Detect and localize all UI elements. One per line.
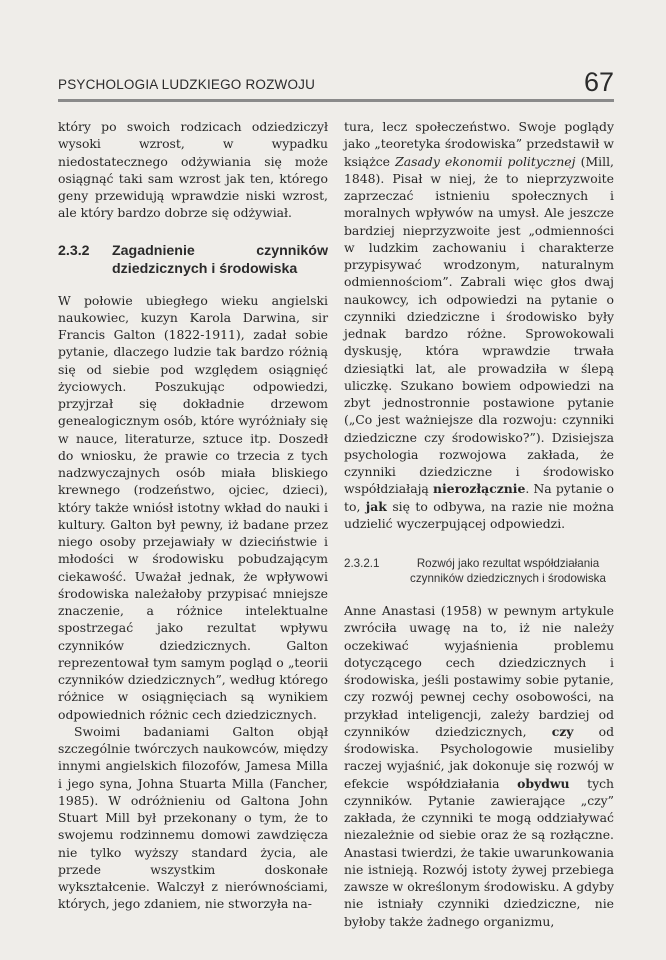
paragraph [344, 118, 614, 532]
section-heading [58, 242, 328, 278]
emphasis: czy [551, 723, 574, 739]
text-run: Anne Anastasi (1958) w pewnym artykule zwróciła uwagę na to, iż nie należy oczekiwać wyjaśnienia problemu dotyczącego cech dziedzicznych i środowiska, jeśli postawimy sobie pytanie, czy rozwój pewnej cechy osobowości, na przykład inteligencji, zależy bardziej od czynników dziedzicznych, [344, 603, 614, 739]
text-run: . Na pytanie o to, [344, 481, 614, 514]
page-header [58, 68, 614, 98]
left-column [58, 118, 328, 913]
text-run: się to odbywa, na razie nie można udzielić wyczerpującej odpowiedzi. [344, 498, 614, 531]
emphasis: nierozłącznie [432, 481, 526, 497]
emphasis: jak [365, 498, 387, 514]
emphasis: obydwu [517, 775, 570, 791]
right-column [344, 118, 614, 930]
text-run: (Mill, 1848). Pisał w niej, że to nieprzyzwoite zaprzeczać istnieniu społecznych i moralnych wpływów na umysł. Ale jeszcze bardziej nieprzyzwoite jest „odmienności w ludzkim zachowaniu i charakterze przypisywać wrodzonym, naturalnym odmiennościom”. Zabrali więc głos dwaj naukowcy, ich odpowiedzi na pytanie o czynniki dziedziczne i środowisko były jednak bardzo różne. Sprowokowali dyskusję, która wprawdzie trwała dziesiątki lat, ale prowadziła w ślepą uliczkę. Szukano bowiem odpowiedzi na zbyt jednostronnie postawione pytanie („Co jest ważniejsze dla rozwoju: czynniki dziedziczne czy środowisko?”). Dzisiejsza psychologia rozwojowa zakłada, że czynniki dziedziczne i środowisko współdziałają [344, 153, 614, 497]
section-title: Zagadnienie czynników dziedzicznych i środowiska [112, 242, 328, 277]
subsection-heading [344, 556, 614, 586]
text-run: tych czynników. Pytanie zawierające „czy” zakłada, że czynniki te mogą oddziaływać niezależnie od siebie oraz że są rozłączne. Anastasi twierdzi, że takie uwarunkowania nie istnieją. Rozwój istoty żywej przebiega zawsze w określonym środowisku. A gdyby nie istniały czynniki dziedziczne, nie byłoby także żadnego organizmu, [344, 775, 615, 929]
section-number: 2.3.2 [58, 242, 90, 259]
paragraph: Swoimi badaniami Galton objął szczególnie twórczych naukowców, między innymi angielskich filozofów, Jamesa Milla i jego syna, Johna Stuarta Milla (Fancher, 1985). W odróżnieniu od Galtona John Stuart Mill był przekonany o tym, że to swojemu rodzinnemu domowi zawdzięcza nie tylko wyższy standard życia, ale przede wszystkim doskonałe wykształcenie. Walczył z nierównościami, których, jego zdaniem, nie stworzyła na- [58, 723, 328, 912]
book-title: Zasady ekonomii politycznej [395, 153, 576, 169]
subsection-title: Rozwój jako rezultat współdziałania czynników dziedzicznych i środowiska [410, 557, 606, 585]
header-rule [58, 99, 614, 102]
running-title: PSYCHOLOGIA LUDZKIEGO ROZWOJU [58, 77, 316, 92]
subsection-number: 2.3.2.1 [344, 557, 380, 570]
page-number: 67 [583, 67, 614, 97]
text-run: od środowiska. Psychologowie musieliby raczej wyjaśnić, jak dokonuje się rozwój w efekcie współdziałania [344, 723, 614, 791]
paragraph [344, 602, 614, 930]
text-run: tura, lecz społeczeństwo. Swoje poglądy jako „teoretyka środowiska” przedstawił w książce [344, 119, 614, 169]
paragraph: W połowie ubiegłego wieku angielski naukowiec, kuzyn Karola Darwina, sir Francis Galton (1822-1911), zadał sobie pytanie, dlaczego ludzie tak bardzo różnią się od siebie pod względem osiągnięć życiowych. Poszukując odpowiedzi, przyjrzał się dokładnie drzewom genealogicznym osób, które wyróżniały się w nauce, literaturze, sztuce itp. Doszedł do wniosku, że prawie co trzecia z tych nadzwyczajnych osób miała bliskiego krewnego (rodzeństwo, ojciec, dzieci), który także wniósł istotny wkład do nauki i kultury. Galton był pewny, iż badane przez niego osoby przejawiały w dzieciństwie i młodości w środowisku pobudzającym ciekawość. Uważał jednak, że wpływowi środowiska należałoby przypisać mniejsze znaczenie, a różnice intelektualne spostrzegać jako rezultat wpływu czynników dziedzicznych. Galton reprezentował tym samym pogląd o „teorii czynników dziedzicznych”, według którego różnice w osiągnięciach są wynikiem odpowiednich różnic cech dziedzicznych. [58, 292, 328, 722]
paragraph: który po swoich rodzicach odziedziczył wysoki wzrost, w wypadku niedostatecznego odżywiania się może osiągnąć taki sam wzrost jak ten, którego geny przewidują wprawdzie niski wzrost, ale który bardzo dobrze się odżywiał. [58, 119, 328, 221]
